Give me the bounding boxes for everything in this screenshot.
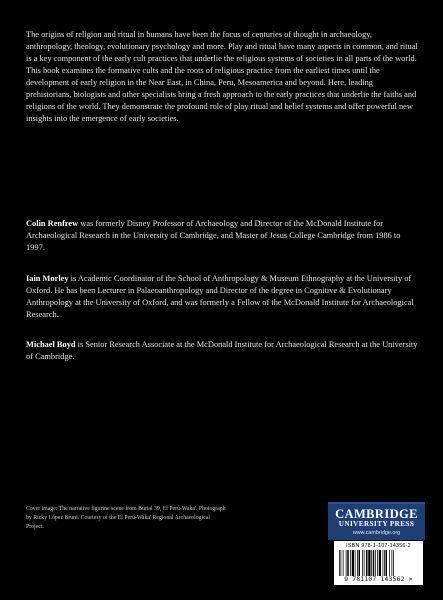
isbn-number: ISBN 978-1-107-14356-2 <box>346 543 411 549</box>
author-bio-text: is Academic Coordinator of the School of Anthropology & Museum Ethnography at the University of Oxford. He has been Lecturer in Palaeoanthropology and Director of the degree in Cognitive & Evolutionary Anthropology at the University of Oxford, and was formerly a Fellow of the McDonald Institute for Archaeological Research. <box>26 274 414 319</box>
barcode-bars-icon <box>339 550 418 576</box>
author-name: Michael Boyd <box>26 340 76 349</box>
author-bio-renfrew <box>26 218 420 254</box>
publisher-name: CAMBRIDGE <box>335 506 418 521</box>
book-blurb: The origins of religion and ritual in humans have been the focus of centuries of thought in archaeology, anthropology, theology, evolutionary psychology and more. Play and ritual have many aspects in common, and ritual is a key component of the early cult practices that underlie the religious systems of societies in all parts of the world. This book examines the formative cults and the roots of religious practice from the earliest times until the development of early religion in the Near East, in China, Peru, Mesoamerica and beyond. Here, leading prehistorians, biologists and other specialists bring a fresh approach to the early practices that underlie the faiths and religions of the world. They demonstrate the profound role of play ritual and belief systems and offer powerful new insights into the emergence of early societies. <box>26 30 418 123</box>
isbn-barcode <box>334 541 423 585</box>
cover-image-credit: Cover image: The narrative figurine scene from Burial 39, El Perú-Waka'. Photograph by Ricky López Bruni. Courtesy of the El Perú-Waka' Regional Archaeological Project. <box>26 506 226 530</box>
author-bio-text: was formerly Disney Professor of Archaeology and Director of the McDonald Institute for Archaeological Research in the University of Cambridge, and Master of Jesus College Cambridge from 1986 to 1997. <box>26 219 401 252</box>
author-bio-boyd <box>26 339 420 363</box>
author-bio-morley <box>26 273 420 321</box>
author-name: Colin Renfrew <box>26 219 79 228</box>
publisher-subtitle: UNIVERSITY PRESS <box>338 519 415 528</box>
author-name: Iain Morley <box>26 274 69 283</box>
publisher-logo <box>328 502 425 540</box>
publisher-url: www.cambridge.org <box>352 529 401 536</box>
author-bio-text: is Senior Research Associate at the McDonald Institute for Archaeological Research at the University of Cambridge. <box>26 340 418 361</box>
barcode-digits: 9 781107 143562 > <box>344 576 413 583</box>
